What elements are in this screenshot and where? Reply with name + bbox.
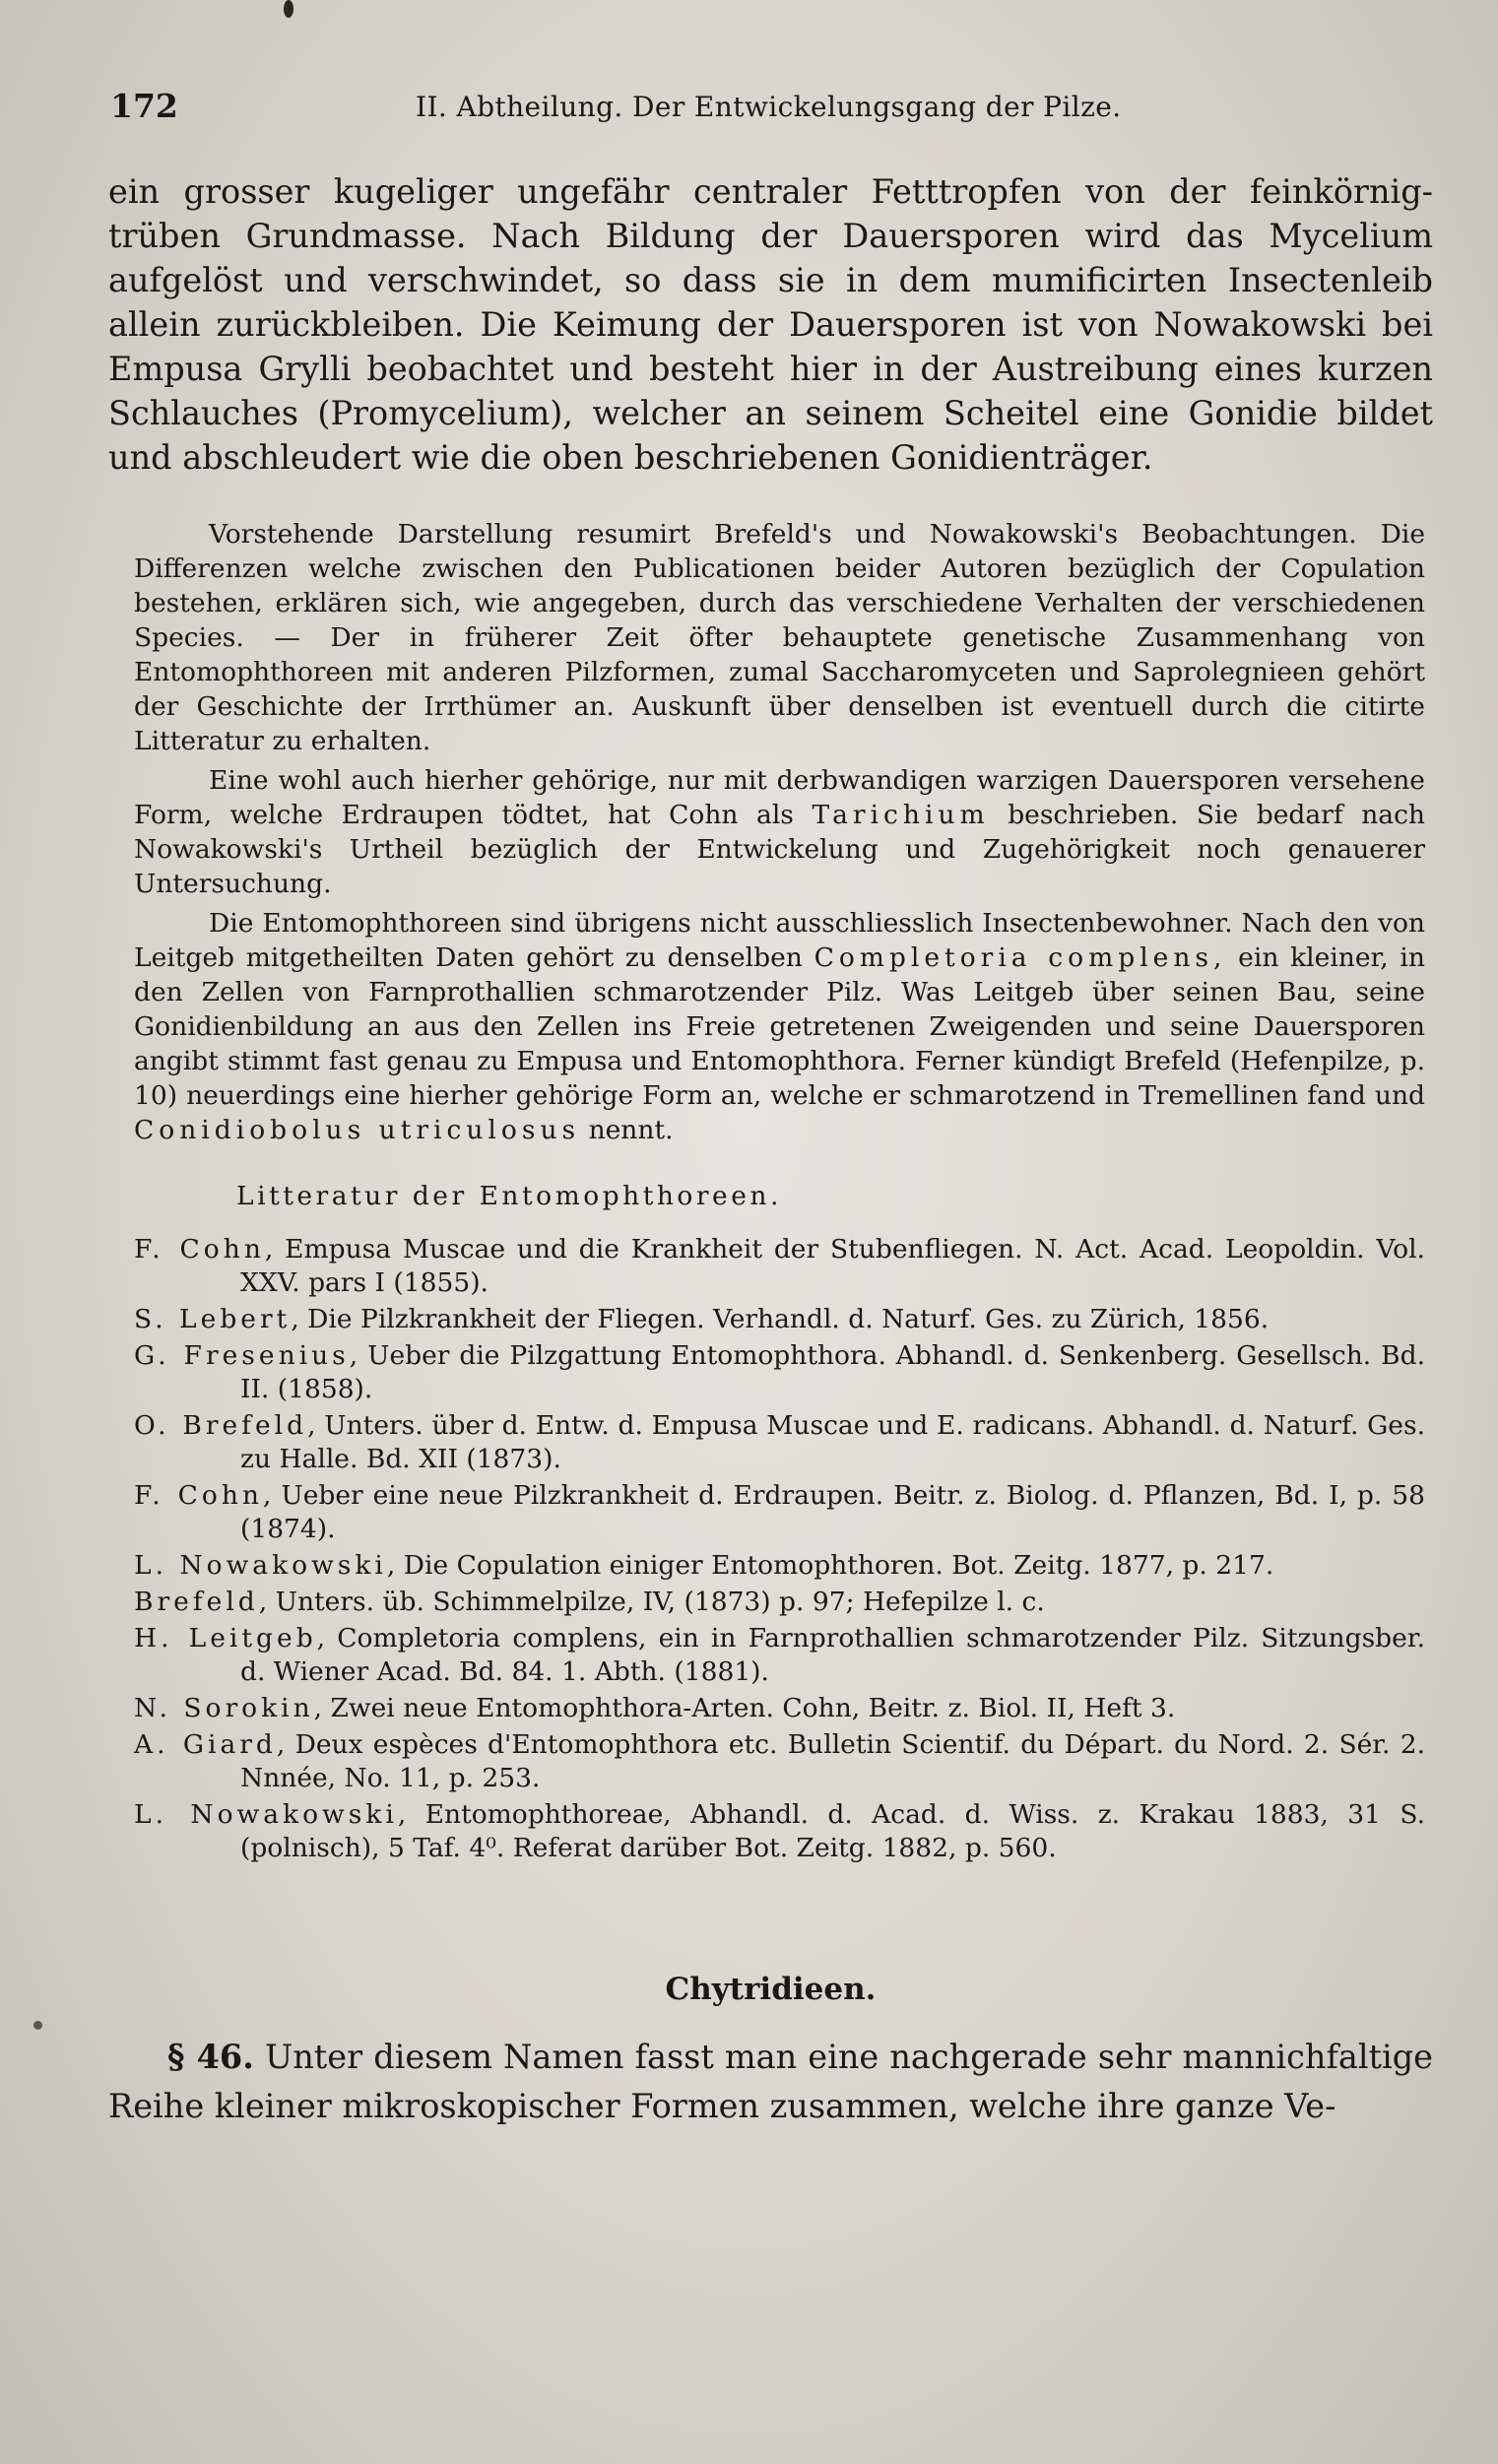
ref-author: S. Lebert: [134, 1304, 292, 1334]
species-term: Completoria complens,: [814, 942, 1227, 973]
ref-text: , Empusa Muscae und die Krankheit der Stubenfliegen. N. Act. Acad. Leopoldin. Vol. XXV. pars I (1855).: [240, 1234, 1425, 1298]
note-paragraph-1: Vorstehende Darstellung resumirt Brefeld's und Nowakowski's Beobachtungen. Die Differenzen welche zwischen den Publicationen beider Autoren bezüglich der Copulation bestehen, erklären sich, wie angegeben, durch das verschiedene Verhalten der verschiedenen Species. — Der in früherer Zeit öfter behauptete genetische Zusammenhang von Entomophthoreen mit anderen Pilzformen, zumal Saccharomyceten und Saprolegnieen gehört der Geschichte der Irrthümer an. Auskunft über denselben ist eventuell durch die citirte Litteratur zu erhalten.: [134, 519, 1425, 756]
dust-speck: [33, 2021, 42, 2030]
note-text: Die Entomophthoreen sind übrigens nicht ausschliesslich Insectenbewohner. Nach den von Leitgeb mitgetheilten Daten gehört zu denselben: [134, 908, 1425, 973]
ref-author: N. Sorokin: [134, 1693, 314, 1723]
notes-block: [108, 517, 1433, 1865]
literature-entry: [134, 1728, 1425, 1795]
ref-text: , Ueber eine neue Pilzkrankheit d. Erdraupen. Beitr. z. Biolog. d. Pflanzen, Bd. I, p. 58 (1874).: [240, 1480, 1425, 1544]
page-number: 172: [110, 87, 178, 125]
literature-entry: [134, 1409, 1425, 1476]
note-text: nennt.: [588, 1115, 674, 1145]
ref-text: , Completoria complens, ein in Farnprothallien schmarotzender Pilz. Sitzungsber. d. Wiener Acad. Bd. 84. 1. Abth. (1881).: [240, 1623, 1425, 1687]
section-body: Unter diesem Namen fasst man eine nachgerade sehr mannichfaltige Reihe kleiner mikroskopischer Formen zusammen, welche ihre ganze Ve-: [108, 2038, 1433, 2125]
ref-text: , Die Copulation einiger Entomophthoren. Bot. Zeitg. 1877, p. 217.: [386, 1550, 1274, 1581]
note-paragraph-3: [134, 906, 1425, 1147]
ref-text: , Unters. üb. Schimmelpilze, IV, (1873) p. 97; Hefepilze l. c.: [258, 1587, 1045, 1617]
literature-entry: [134, 1692, 1425, 1725]
literature-list: [134, 1233, 1425, 1865]
literature-entry: [134, 1233, 1425, 1300]
literature-entry: [134, 1303, 1425, 1336]
literature-entry: [134, 1339, 1425, 1406]
literature-entry: [134, 1586, 1425, 1619]
ref-text: , Zwei neue Entomophthora-Arten. Cohn, Beitr. z. Biol. II, Heft 3.: [313, 1693, 1176, 1723]
literature-heading: Litteratur der Entomophthoreen.: [236, 1181, 782, 1211]
ref-author: L. Nowakowski: [134, 1799, 398, 1830]
running-head: II. Abtheilung. Der Entwickelungsgang der Pilze.: [416, 91, 1122, 123]
literature-entry: [134, 1479, 1425, 1546]
ref-author: O. Brefeld: [134, 1410, 308, 1441]
literature-entry: [134, 1622, 1425, 1689]
ref-author: G. Fresenius: [134, 1340, 350, 1371]
ref-text: , Deux espèces d'Entomophthora etc. Bulletin Scientif. du Départ. du Nord. 2. Sér. 2. Nnnée, No. 11, p. 253.: [240, 1729, 1425, 1793]
ref-author: F. Cohn: [134, 1480, 263, 1511]
genus-term: Tarichium: [812, 800, 990, 830]
ref-author: L. Nowakowski: [134, 1550, 387, 1581]
species-term: Conidiobolus utriculosus: [134, 1115, 581, 1145]
dust-speck: [284, 0, 293, 18]
ref-author: Brefeld: [134, 1587, 259, 1617]
page-header: [110, 87, 1415, 136]
section-paragraph: [108, 2033, 1433, 2131]
note-text: Eine wohl auch hierher gehörige, nur mit derbwandigen warzigen Dauersporen versehene Form, welche Erdraupen tödtet, hat Cohn als: [134, 765, 1425, 830]
ref-author: A. Giard: [134, 1729, 277, 1760]
note-text: ein kleiner, in den Zellen von Farnprothallien schmarotzender Pilz. Was Leitgeb über seinen Bau, seine Gonidienbildung an aus den Zellen ins Freie getretenen Zweigenden und seine Dauersporen angibt stimmt fast genau zu Empusa und Entomophthora. Ferner kündigt Brefeld (Hefenpilze, p. 10) neuerdings eine hierher gehörige Form an, welche er schmarotzend in Tremellinen fand und: [134, 942, 1425, 1111]
note-paragraph-2: [134, 763, 1425, 901]
page-content: [108, 169, 1433, 2131]
paragraph-mark: § 46.: [167, 2038, 254, 2076]
ref-text: , Ueber die Pilzgattung Entomophthora. Abhandl. d. Senkenberg. Gesellsch. Bd. II. (1858).: [240, 1340, 1425, 1404]
literature-entry: [134, 1798, 1425, 1865]
ref-author: F. Cohn: [134, 1234, 265, 1264]
ref-text: , Unters. über d. Entw. d. Empusa Muscae und E. radicans. Abhandl. d. Naturf. Ges. zu Halle. Bd. XII (1873).: [240, 1410, 1425, 1474]
literature-entry: [134, 1549, 1425, 1583]
ref-author: H. Leitgeb: [134, 1623, 317, 1653]
note-text: beschrieben. Sie bedarf nach Nowakowski's Urtheil bezüglich der Entwickelung und Zugehörigkeit noch genauerer Untersuchung.: [134, 800, 1425, 899]
section-heading: Chytridieen.: [665, 1972, 877, 2007]
ref-text: , Entomophthoreae, Abhandl. d. Acad. d. Wiss. z. Krakau 1883, 31 S. (polnisch), 5 Taf. 4⁰. Referat darüber Bot. Zeitg. 1882, p. 560.: [240, 1799, 1425, 1863]
intro-paragraph: ein grosser kugeliger ungefähr centraler Fetttropfen von der feinkörnig-trüben Grundmasse. Nach Bildung der Dauersporen wird das Mycelium aufgelöst und verschwindet, so dass sie in dem mumificirten Insectenleib allein zurückbleiben. Die Keimung der Dauersporen ist von Nowakowski bei Empusa Grylli beobachtet und besteht hier in der Austreibung eines kurzen Schlauches (Promycelium), welcher an seinem Scheitel eine Gonidie bildet und abschleudert wie die oben beschriebenen Gonidienträger.: [108, 172, 1433, 477]
ref-text: , Die Pilzkrankheit der Fliegen. Verhandl. d. Naturf. Ges. zu Zürich, 1856.: [291, 1304, 1270, 1334]
